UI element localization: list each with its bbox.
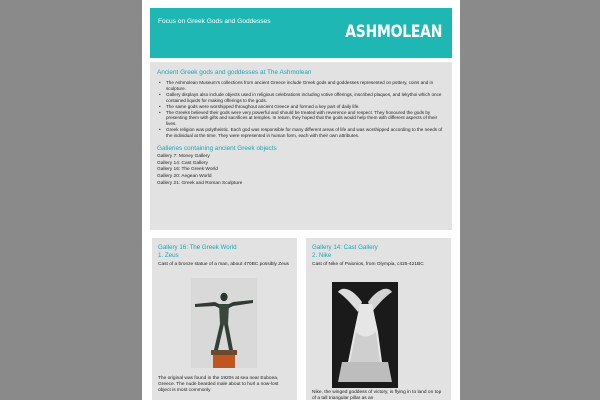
list-item: • The Ashmolean Museum's collections from ancient Greece include Greek gods and goddesses represented on pottery, coins and in sculpture.: [157, 80, 445, 92]
zeus-statue-image: [191, 278, 257, 368]
nike-statue-image: [332, 282, 398, 388]
galleries-heading: Galleries containing ancient Greek objects: [157, 145, 277, 153]
card-description: Cast of Nike of Paionios, from Olympia, c425-421BC: [312, 262, 424, 267]
ashmolean-logo: ASHMOLEAN: [345, 22, 442, 42]
nike-card: [306, 238, 451, 400]
intro-panel: [150, 62, 452, 230]
intro-bullet-list: [157, 80, 445, 139]
list-item: • Greek religion was polytheistic. Each god was responsible for many different areas of life and was worshipped according to the needs of the individual at the time. They were represented in human form, each with their own attributes.: [157, 127, 445, 139]
gallery-item: Gallery 14: Cast Gallery: [157, 160, 208, 166]
card-body-text: Nike, the winged goddess of victory, is flying in to land on top of a tall triangular pillar as an: [312, 390, 442, 400]
page-title: Focus on Greek Gods and Goddesses: [158, 18, 271, 25]
galleries-list: [157, 154, 445, 188]
gallery-item: Gallery 16: The Greek World: [157, 167, 218, 173]
list-item: • Gallery displays also include objects used in religious celebrations including votive offerings, inscribed plaques, and lekythoi which once contained liquids for making offerings to the gods.: [157, 92, 445, 104]
card-item-title: 1. Zeus: [158, 252, 179, 259]
gallery-item: Gallery 7: Money Gallery: [157, 154, 210, 160]
card-item-title: 2. Nike: [312, 252, 332, 259]
card-gallery-heading: Gallery 16: The Greek World: [158, 244, 237, 251]
card-description: Cast of a bronze statue of a man, about 470BC possibly Zeus: [158, 262, 289, 267]
document-page: [142, 0, 460, 400]
card-gallery-heading: Gallery 14: Cast Gallery: [312, 244, 378, 251]
header-banner: [150, 8, 452, 58]
list-item: • The Greeks believed their gods were very powerful and should be treated with reverence and respect. They honoured the gods by presenting them with gifts and sacrifices at temples. In return, they hoped that the gods would help them with different aspects of their lives.: [157, 110, 445, 128]
gallery-item: Gallery 20: Aegean World: [157, 174, 212, 180]
gallery-item: Gallery 21: Greek and Roman Sculpture: [157, 180, 243, 186]
intro-heading: Ancient Greek gods and goddesses at The Ashmolean: [157, 69, 312, 76]
list-item: • The same gods were worshipped throughout ancient Greece and formed a key part of daily life.: [157, 104, 445, 110]
card-body-text: The original was found in the 1920s at sea near Euboea, Greece. The nude bearded male about to hurl a now-lost object is most commonly: [158, 376, 279, 394]
zeus-card: [152, 238, 297, 400]
